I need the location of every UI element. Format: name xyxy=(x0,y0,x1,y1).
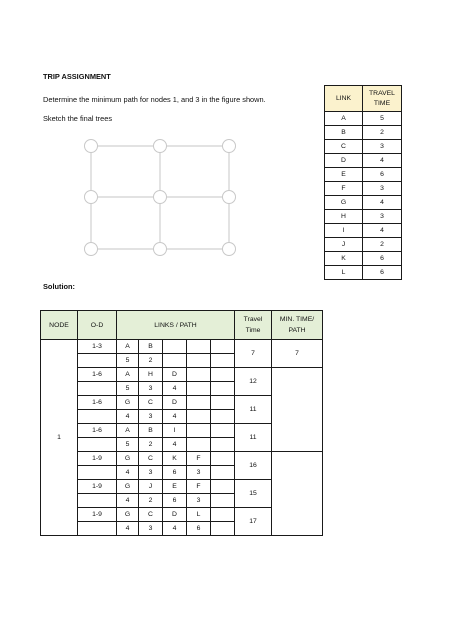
path-cell: G xyxy=(117,452,139,466)
grid-node xyxy=(85,191,98,204)
od-cell xyxy=(78,494,117,508)
path-cell: C xyxy=(139,508,163,522)
travel-row xyxy=(325,182,402,196)
table-row xyxy=(41,340,323,354)
od-cell: 1-6 xyxy=(78,396,117,410)
path-cell: A xyxy=(117,340,139,354)
travel-row xyxy=(325,168,402,182)
travel-row xyxy=(325,224,402,238)
link-cell: F xyxy=(325,182,363,196)
path-cell xyxy=(187,354,211,368)
travel-time-cell: 11 xyxy=(235,424,272,452)
solution-label: Solution: xyxy=(43,282,76,291)
path-cell: 3 xyxy=(139,382,163,396)
path-cell: H xyxy=(139,368,163,382)
path-cell: 5 xyxy=(117,382,139,396)
travel-time-cell: 12 xyxy=(235,368,272,396)
path-cell: E xyxy=(163,480,187,494)
path-cell: B xyxy=(139,424,163,438)
time-cell: 3 xyxy=(363,140,402,154)
od-cell xyxy=(78,354,117,368)
travel-time-cell: 15 xyxy=(235,480,272,508)
path-cell: 4 xyxy=(117,466,139,480)
heading: TRIP ASSIGNMENT xyxy=(43,72,111,81)
problem-text: Determine the minimum path for nodes 1, and 3 in the figure shown. xyxy=(43,95,266,104)
path-cell: 4 xyxy=(117,522,139,536)
path-cell: 2 xyxy=(139,494,163,508)
od-cell xyxy=(78,466,117,480)
path-cell xyxy=(187,382,211,396)
travel-row xyxy=(325,154,402,168)
path-cell: 6 xyxy=(163,494,187,508)
path-cell: G xyxy=(117,508,139,522)
path-cell: L xyxy=(187,508,211,522)
path-cell: 4 xyxy=(163,438,187,452)
path-cell xyxy=(211,522,235,536)
path-cell: 2 xyxy=(139,438,163,452)
link-cell: J xyxy=(325,238,363,252)
grid-node xyxy=(85,140,98,153)
min-time-cell xyxy=(272,368,323,452)
grid-node xyxy=(223,243,236,256)
link-cell: E xyxy=(325,168,363,182)
min-time-cell: 7 xyxy=(272,340,323,368)
path-cell xyxy=(211,354,235,368)
path-cell: 3 xyxy=(187,494,211,508)
path-cell: 4 xyxy=(117,410,139,424)
path-cell xyxy=(211,340,235,354)
path-cell xyxy=(211,438,235,452)
link-cell: A xyxy=(325,112,363,126)
travel-time-cell: 16 xyxy=(235,452,272,480)
path-cell: A xyxy=(117,368,139,382)
path-cell xyxy=(163,340,187,354)
path-cell: I xyxy=(163,424,187,438)
table-row xyxy=(41,452,323,466)
path-cell: 6 xyxy=(163,466,187,480)
od-cell: 1-9 xyxy=(78,508,117,522)
path-cell: 4 xyxy=(163,382,187,396)
od-cell: 1-6 xyxy=(78,368,117,382)
travel-row xyxy=(325,126,402,140)
min-time-header: MIN. TIME/ PATH xyxy=(272,311,323,340)
path-cell xyxy=(211,368,235,382)
path-cell xyxy=(211,410,235,424)
time-cell: 2 xyxy=(363,126,402,140)
travel-row xyxy=(325,252,402,266)
od-cell: 1-6 xyxy=(78,424,117,438)
node-cell: 1 xyxy=(41,340,78,536)
link-cell: H xyxy=(325,210,363,224)
travel-row xyxy=(325,196,402,210)
od-cell xyxy=(78,438,117,452)
node-grid-figure xyxy=(80,135,240,261)
path-cell: 3 xyxy=(187,466,211,480)
path-cell xyxy=(163,354,187,368)
path-cell: 4 xyxy=(163,522,187,536)
grid-node xyxy=(85,243,98,256)
time-cell: 2 xyxy=(363,238,402,252)
travel-row xyxy=(325,140,402,154)
path-cell: G xyxy=(117,480,139,494)
travel-time-cell: 17 xyxy=(235,508,272,536)
node-header: NODE xyxy=(41,311,78,340)
path-cell xyxy=(211,396,235,410)
od-cell: 1-9 xyxy=(78,452,117,466)
path-cell xyxy=(211,382,235,396)
link-cell: I xyxy=(325,224,363,238)
path-cell: K xyxy=(163,452,187,466)
link-cell: C xyxy=(325,140,363,154)
od-cell xyxy=(78,522,117,536)
path-cell xyxy=(211,466,235,480)
time-cell: 5 xyxy=(363,112,402,126)
min-time-cell xyxy=(272,452,323,536)
path-cell xyxy=(187,396,211,410)
travel-time-cell: 7 xyxy=(235,340,272,368)
path-cell: F xyxy=(187,480,211,494)
path-cell: 4 xyxy=(163,410,187,424)
solution-table xyxy=(40,310,323,536)
path-cell: G xyxy=(117,396,139,410)
time-cell: 4 xyxy=(363,154,402,168)
sketch-text: Sketch the final trees xyxy=(43,114,113,123)
grid-node xyxy=(223,191,236,204)
od-cell xyxy=(78,382,117,396)
path-cell xyxy=(187,368,211,382)
table-row xyxy=(41,368,323,382)
path-cell: C xyxy=(139,452,163,466)
time-cell: 6 xyxy=(363,252,402,266)
grid-node xyxy=(154,243,167,256)
path-cell: A xyxy=(117,424,139,438)
path-cell: D xyxy=(163,396,187,410)
path-cell xyxy=(211,480,235,494)
link-cell: K xyxy=(325,252,363,266)
path-cell: 3 xyxy=(139,410,163,424)
path-cell xyxy=(211,494,235,508)
od-cell: 1-3 xyxy=(78,340,117,354)
path-cell: 5 xyxy=(117,438,139,452)
time-cell: 6 xyxy=(363,266,402,280)
link-cell: D xyxy=(325,154,363,168)
travel-row xyxy=(325,112,402,126)
time-cell: 3 xyxy=(363,182,402,196)
grid-node xyxy=(154,140,167,153)
travel-row xyxy=(325,210,402,224)
path-cell xyxy=(211,508,235,522)
path-cell: 3 xyxy=(139,522,163,536)
time-cell: 3 xyxy=(363,210,402,224)
path-cell xyxy=(187,340,211,354)
od-cell: 1-9 xyxy=(78,480,117,494)
link-cell: B xyxy=(325,126,363,140)
travel-time-cell: 11 xyxy=(235,396,272,424)
travel-row xyxy=(325,238,402,252)
path-cell: C xyxy=(139,396,163,410)
time-cell: 4 xyxy=(363,196,402,210)
path-cell xyxy=(211,452,235,466)
travel-time-table xyxy=(324,85,402,280)
travel-row xyxy=(325,266,402,280)
links-path-header: LINKS / PATH xyxy=(117,311,235,340)
time-cell: 6 xyxy=(363,168,402,182)
grid-node xyxy=(223,140,236,153)
link-header: LINK xyxy=(325,86,363,112)
travel-time-header: TRAVEL TIME xyxy=(363,86,402,112)
path-cell: F xyxy=(187,452,211,466)
path-cell: 6 xyxy=(187,522,211,536)
path-cell: 3 xyxy=(139,466,163,480)
path-cell xyxy=(187,424,211,438)
path-cell: 2 xyxy=(139,354,163,368)
path-cell xyxy=(187,438,211,452)
link-cell: L xyxy=(325,266,363,280)
link-cell: G xyxy=(325,196,363,210)
path-cell: 4 xyxy=(117,494,139,508)
od-header: O-D xyxy=(78,311,117,340)
path-cell: D xyxy=(163,508,187,522)
grid-node xyxy=(154,191,167,204)
time-cell: 4 xyxy=(363,224,402,238)
od-cell xyxy=(78,410,117,424)
path-cell: D xyxy=(163,368,187,382)
path-cell xyxy=(187,410,211,424)
path-cell: J xyxy=(139,480,163,494)
path-cell: 5 xyxy=(117,354,139,368)
path-cell: B xyxy=(139,340,163,354)
path-cell xyxy=(211,424,235,438)
travel-time-col-header: Travel Time xyxy=(235,311,272,340)
